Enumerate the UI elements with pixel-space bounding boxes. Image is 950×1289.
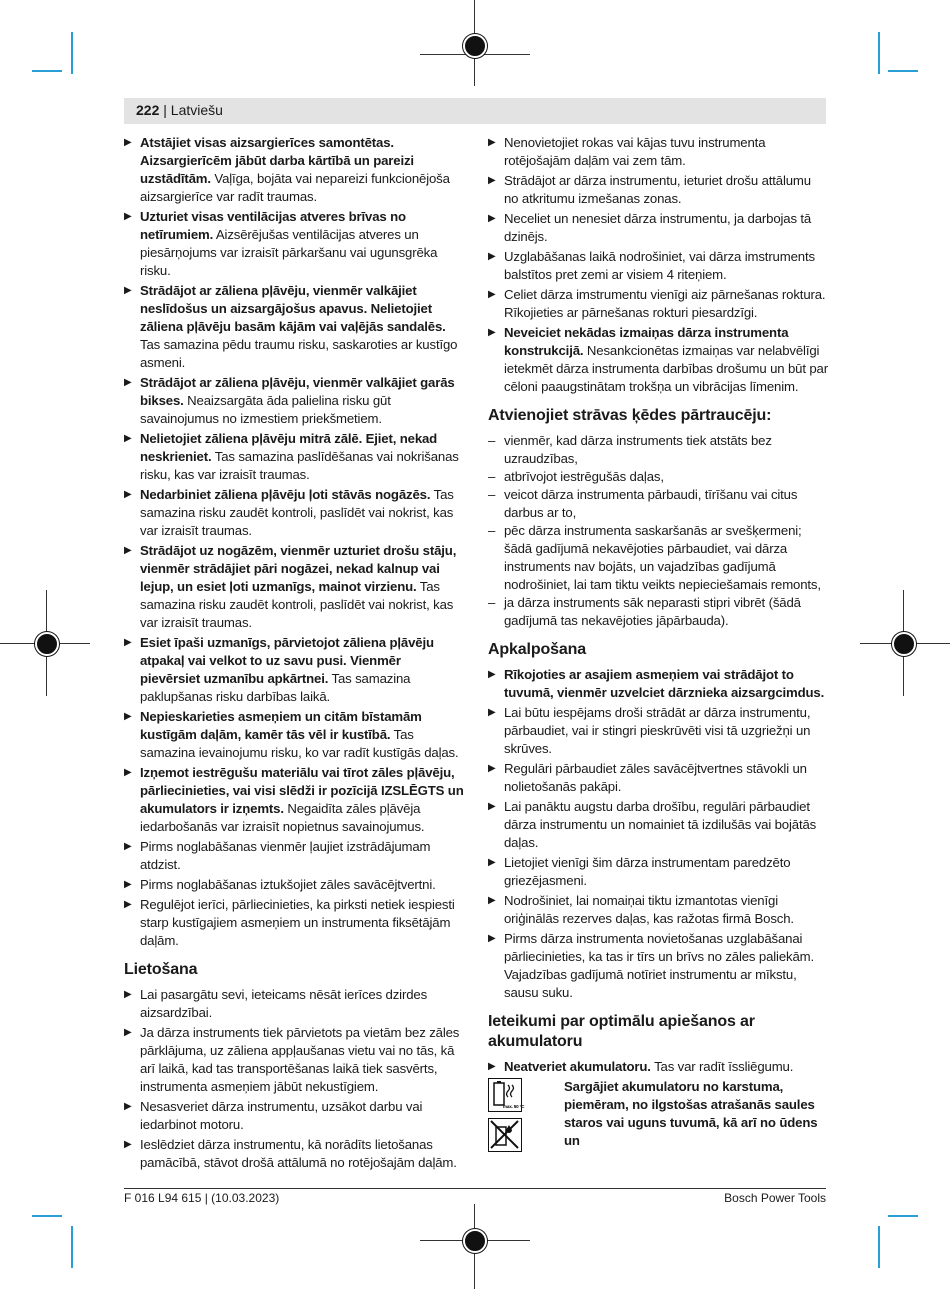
list-item-text: Nenovietojiet rokas vai kājas tuvu instrumenta rotējošajām daļām vai zem tām. xyxy=(504,135,766,168)
list-item-bold: Nelietojiet zāliena pļāvēju mitrā zālē. Ejiet, nekad neskrieniet. xyxy=(140,431,438,464)
list-item-bold: Strādājot uz nogāzēm, vienmēr uzturiet drošu stāju, vienmēr strādājiet pāri nogāzei, nekad kalnup vai lejup, un esiet ļoti uzmanīgs, mainot virzienu. xyxy=(140,543,457,594)
registration-dot xyxy=(463,34,487,58)
dash-item: – pēc dārza instrumenta saskaršanās ar svešķermeni; šādā gadījumā nekavējoties pārbaudiet, vai dārza instruments nav bojāts, un vajadzības gadījumā nodrošiniet, lai tam tiktu veikts nepieciešamais remonts, xyxy=(488,522,828,594)
list-item xyxy=(124,708,464,762)
list-item-text: Lai panāktu augstu darba drošību, regulāri pārbaudiet dārza instrumentu un nomainiet tā izdilušās vai bojātās daļas. xyxy=(504,799,817,850)
list-item-bold: Strādājot ar zāliena pļāvēju, vienmēr valkājiet neslīdošus un aizsargājošus apavus. Nelietojiet zāliena pļāvēju basām kājām vai vaļējās sandalēs. xyxy=(140,283,446,334)
list-item-text: Negaidīta zāles pļāvēja iedarbošanās var izraisīt nopietnus savainojumus. xyxy=(140,801,425,834)
list-item-text: Vaļīga, bojāta vai nepareizi funkcionējoša aizsargierīce var radīt traumas. xyxy=(140,171,450,204)
list-item xyxy=(488,1058,828,1076)
list-item-text: Neaizsargāta āda palielina risku gūt savainojumus no izmestiem priekšmetiem. xyxy=(140,393,391,426)
header-text: 222 | Latviešu xyxy=(136,102,223,118)
list-item-text: Neceliet un nenesiet dārza instrumentu, ja darbojas tā dzinējs. xyxy=(504,211,812,244)
list-item xyxy=(124,430,464,484)
list-item xyxy=(488,172,828,208)
list-item-bold: Uzturiet visas ventilācijas atveres brīvas no netīrumiem. xyxy=(140,209,406,242)
list-item xyxy=(488,210,828,246)
crop-mark xyxy=(888,1215,918,1217)
list-item-bold: Nedarbiniet zāliena pļāvēju ļoti stāvās nogāzēs. xyxy=(140,487,431,502)
list-item xyxy=(124,1098,464,1134)
list-item xyxy=(488,324,828,396)
footer-divider xyxy=(124,1188,826,1189)
list-item-text: Lai pasargātu sevi, ieteicams nēsāt ierīces dzirdes aizsardzībai. xyxy=(140,987,428,1020)
list-item xyxy=(488,704,828,758)
list-item-text: Pirms noglabāšanas vienmēr ļaujiet izstrādājumam atdzist. xyxy=(140,839,431,872)
list-item xyxy=(488,930,828,1002)
heat-warning-icon xyxy=(488,1078,525,1112)
battery-list xyxy=(488,1058,828,1076)
left-column xyxy=(124,134,464,1174)
usage-list xyxy=(124,986,464,1172)
list-item-text: Ja dārza instruments tiek pārvietots pa vietām bez zāles pārklājuma, uz zāliena appļaušanas vietu vai no tās, kā arī laikā, kad tas transportēšanas laikā tiek sasvērts, instrumenta asmeņiem jābūt nekustīgiem. xyxy=(140,1025,460,1094)
list-item-bold: Strādājot ar zāliena pļāvēju, vienmēr valkājiet garās bikses. xyxy=(140,375,455,408)
dash-item: – ja dārza instruments sāk neparasti stipri vibrēt (šādā gadījumā tas nekavējoties jāpārbauda). xyxy=(488,594,828,630)
list-item xyxy=(124,986,464,1022)
dash-item: – veicot dārza instrumenta pārbaudi, tīrīšanu vai citus darbus ar to, xyxy=(488,486,828,522)
footer-doc-id: F 016 L94 615 | (10.03.2023) xyxy=(124,1191,280,1205)
list-item-text: Pirms dārza instrumenta novietošanas uzglabāšanai pārliecinieties, ka tas ir tīrs un brīvs no zāles paliekām. Vajadzības gadījumā notīriet instrumentu ar mīkstu, sausu suku. xyxy=(504,931,814,1000)
list-item-text: Tas samazina paslīdēšanas vai nokrišanas risku, kas var izraisīt traumas. xyxy=(140,449,459,482)
section-title-battery: Ieteikumi par optimālu apiešanos ar akumulatoru xyxy=(488,1013,755,1050)
list-item xyxy=(488,286,828,322)
list-item xyxy=(488,892,828,928)
list-item-bold: Esiet īpaši uzmanīgs, pārvietojot zāliena pļāvēju atpakaļ vai velkot to uz savu pusi. Vienmēr pievērsiet uzmanību apkārtnei. xyxy=(140,635,434,686)
list-item xyxy=(124,542,464,632)
list-item-text: Tas samazina risku zaudēt kontroli, paslīdēt vai nokrist, kas var izraisīt traumas. xyxy=(140,487,454,538)
list-item-text: Lietojiet vienīgi šim dārza instrumentam paredzēto griezējasmeni. xyxy=(504,855,791,888)
list-item xyxy=(124,764,464,836)
list-item-bold: Rīkojoties ar asajiem asmeņiem vai strādājot to tuvumā, vienmēr uzvelciet dārznieka aizsargcimdus. xyxy=(504,667,825,700)
list-item-text: Ieslēdziet dārza instrumentu, kā norādīts lietošanas pamācībā, stāvot drošā attālumā no rotējošajām daļām. xyxy=(140,1137,457,1170)
registration-dot xyxy=(892,632,916,656)
list-item xyxy=(124,1136,464,1172)
crop-mark xyxy=(878,1226,880,1268)
list-item-text: Aizsērējušas ventilācijas atveres un piesārņojums var izraisīt pārkaršanu vai ugunsgrēka risku. xyxy=(140,227,438,278)
crop-mark xyxy=(878,32,880,74)
list-item xyxy=(124,486,464,540)
right-column xyxy=(488,134,828,1154)
list-item-text: Nesasveriet dārza instrumentu, uzsākot darbu vai iedarbinot motoru. xyxy=(140,1099,423,1132)
list-item-bold: Neveiciet nekādas izmaiņas dārza instrumenta konstrukcijā. xyxy=(504,325,789,358)
section-title-disconnect: Atvienojiet strāvas ķēdes pārtraucēju: xyxy=(488,407,772,424)
list-item xyxy=(488,134,828,170)
service-list xyxy=(488,666,828,1002)
list-item xyxy=(124,896,464,950)
safety-list xyxy=(488,134,828,396)
list-item xyxy=(488,760,828,796)
battery-warning-text: Sargājiet akumulatoru no karstuma, piemēram, no ilgstošas atrašanās saules staros vai uguns tuvumā, kā arī no ūdens un xyxy=(564,1079,818,1148)
registration-dot xyxy=(463,1229,487,1253)
list-item xyxy=(124,134,464,206)
footer-brand: Bosch Power Tools xyxy=(724,1191,826,1205)
list-item xyxy=(124,208,464,280)
list-item-text: Lai būtu iespējams droši strādāt ar dārza instrumentu, pārbaudiet, vai ir stingri pieskrūvēti visi tā uzgriežņi un skrūves. xyxy=(504,705,811,756)
list-item-text: Tas samazina risku zaudēt kontroli, paslīdēt vai nokrist, kas var izraisīt traumas. xyxy=(140,579,454,630)
page-header xyxy=(124,98,826,124)
page-number: 222 xyxy=(136,102,160,118)
list-item xyxy=(488,854,828,890)
no-water-icon xyxy=(488,1118,522,1152)
list-item-text: Regulējot ierīci, pārliecinieties, ka pirksti netiek iespiesti starp kustīgajiem asmeņiem un instrumenta fiksētājām daļām. xyxy=(140,897,455,948)
list-item xyxy=(124,838,464,874)
list-item-text: Tas samazina ievainojumu risku, ko var radīt kustīgās daļas. xyxy=(140,727,459,760)
section-title-apkalposana: Apkalpošana xyxy=(488,641,586,658)
list-item-text: Strādājot ar dārza instrumentu, ieturiet drošu attālumu no atkritumu izmešanas zonas. xyxy=(504,173,811,206)
header-language: Latviešu xyxy=(170,102,223,118)
dash-item: – atbrīvojot iestrēgušās daļas, xyxy=(488,468,828,486)
list-item xyxy=(124,1024,464,1096)
safety-list xyxy=(124,134,464,950)
section-title-lietosana: Lietošana xyxy=(124,961,198,978)
list-item xyxy=(488,798,828,852)
crop-mark xyxy=(32,1215,62,1217)
disconnect-list xyxy=(488,432,828,630)
crop-mark xyxy=(71,32,73,74)
list-item-text: Uzglabāšanas laikā nodrošiniet, vai dārza imstruments balstītos pret zemi ar visiem 4 riteņiem. xyxy=(504,249,815,282)
list-item-text: Celiet dārza imstrumentu vienīgi aiz pārnešanas roktura. Rīkojieties ar pārnešanas rokturi piesardzīgi. xyxy=(504,287,826,320)
dash-item: – vienmēr, kad dārza instruments tiek atstāts bez uzraudzības, xyxy=(488,432,828,468)
list-item-bold: Izņemot iestrēgušu materiālu vai tīrot zāles pļāvēju, pārliecinieties, vai visi slēdži ir pozīcijā IZSLĒGTS un akumulators ir izņemts. xyxy=(140,765,464,816)
crop-mark xyxy=(888,70,918,72)
list-item-text: Nodrošiniet, lai nomaiņai tiktu izmantotas vienīgi oriģinālās rezerves daļas, kas ražotas firmā Bosch. xyxy=(504,893,794,926)
list-item xyxy=(488,666,828,702)
list-item-bold: Nepieskarieties asmeņiem un citām bīstamām kustīgām daļām, kamēr tās vēl ir kustībā. xyxy=(140,709,422,742)
registration-dot xyxy=(35,632,59,656)
list-item-text: Pirms noglabāšanas iztukšojiet zāles savācējtvertni. xyxy=(140,877,436,892)
list-item xyxy=(124,634,464,706)
list-item-text: Tas samazina pēdu traumu risku, saskaroties ar kustīgo asmeni. xyxy=(140,337,458,370)
list-item-bold: Neatveriet akumulatoru. xyxy=(504,1059,651,1074)
crop-mark xyxy=(71,1226,73,1268)
svg-text:max. 50 °C: max. 50 °C xyxy=(503,1104,525,1109)
list-item-text: Regulāri pārbaudiet zāles savācējtvertnes stāvokli un nolietošanās pakāpi. xyxy=(504,761,807,794)
list-item xyxy=(488,248,828,284)
crop-mark xyxy=(32,70,62,72)
battery-warning xyxy=(488,1078,828,1154)
list-item-text: Tas samazina paklupšanas risku darbības laikā. xyxy=(140,671,411,704)
list-item xyxy=(124,374,464,428)
list-item xyxy=(124,282,464,372)
list-item-text: Tas var radīt īssliēgumu. xyxy=(650,1059,794,1074)
list-item-text: Nesankcionētas izmaiņas var nelabvēlīgi ietekmēt dārza instrumenta darbības drošumu un būt par cēloni paaugstinātam trokšņa un vibrācijas līmenim. xyxy=(504,343,828,394)
list-item xyxy=(124,876,464,894)
list-item-bold: Atstājiet visas aizsargierīces samontētas. Aizsargierīcēm jābūt darba kārtībā un pareizi uzstādītām. xyxy=(140,135,414,186)
